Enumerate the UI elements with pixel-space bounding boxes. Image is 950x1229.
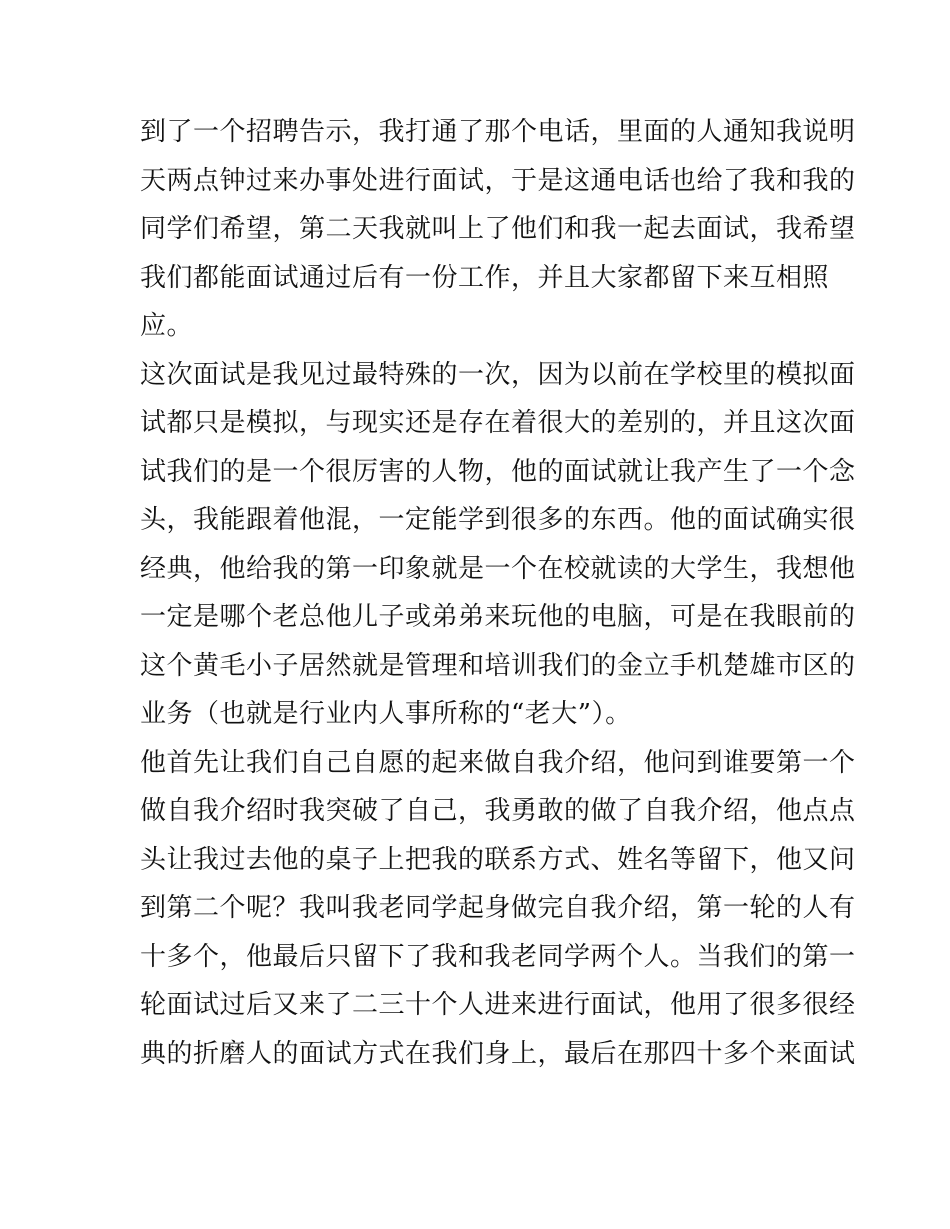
body-text bbox=[140, 108, 856, 1078]
text-line: 典的折磨人的面试方式在我们身上，最后在那四十多个来面试 bbox=[140, 1038, 856, 1069]
text-line: 到了一个招聘告示，我打通了那个电话，里面的人通知我说明 bbox=[140, 117, 856, 147]
text-line: 头让我过去他的桌子上把我的联系方式、姓名等留下，他又问 bbox=[140, 844, 856, 875]
text-line: 经典，他给我的第一印象就是一个在校就读的大学生，我想他 bbox=[140, 553, 856, 584]
text-line: 业务（也就是行业内人事所称的“老大”）。 bbox=[140, 699, 632, 729]
text-line: 他首先让我们自己自愿的起来做自我介绍，他问到谁要第一个 bbox=[140, 747, 856, 778]
text-line: 到第二个呢？我叫我老同学起身做完自我介绍，第一轮的人有 bbox=[140, 893, 856, 923]
text-line: 十多个，他最后只留下了我和我老同学两个人。当我们的第一 bbox=[140, 941, 856, 972]
text-line: 同学们希望，第二天我就叫上了他们和我一起去面试，我希望 bbox=[140, 214, 856, 244]
text-line: 天两点钟过来办事处进行面试，于是这通电话也给了我和我的 bbox=[140, 165, 856, 196]
text-line: 试都只是模拟，与现实还是存在着很大的差别的，并且这次面 bbox=[140, 408, 856, 438]
text-line: 头，我能跟着他混，一定能学到很多的东西。他的面试确实很 bbox=[140, 505, 856, 535]
text-line: 试我们的是一个很厉害的人物，他的面试就让我产生了一个念 bbox=[140, 456, 856, 487]
text-line: 轮面试过后又来了二三十个人进来进行面试，他用了很多很经 bbox=[140, 990, 856, 1020]
text-line: 一定是哪个老总他儿子或弟弟来玩他的电脑，可是在我眼前的 bbox=[140, 602, 856, 632]
text-line: 我们都能面试通过后有一份工作，并且大家都留下来互相照 bbox=[140, 262, 830, 293]
text-line: 这次面试是我见过最特殊的一次，因为以前在学校里的模拟面 bbox=[140, 359, 856, 390]
text-line: 应。 bbox=[140, 311, 194, 341]
text-line: 这个黄毛小子居然就是管理和培训我们的金立手机楚雄市区的 bbox=[140, 650, 856, 681]
text-line: 做自我介绍时我突破了自己，我勇敢的做了自我介绍，他点点 bbox=[140, 796, 856, 826]
